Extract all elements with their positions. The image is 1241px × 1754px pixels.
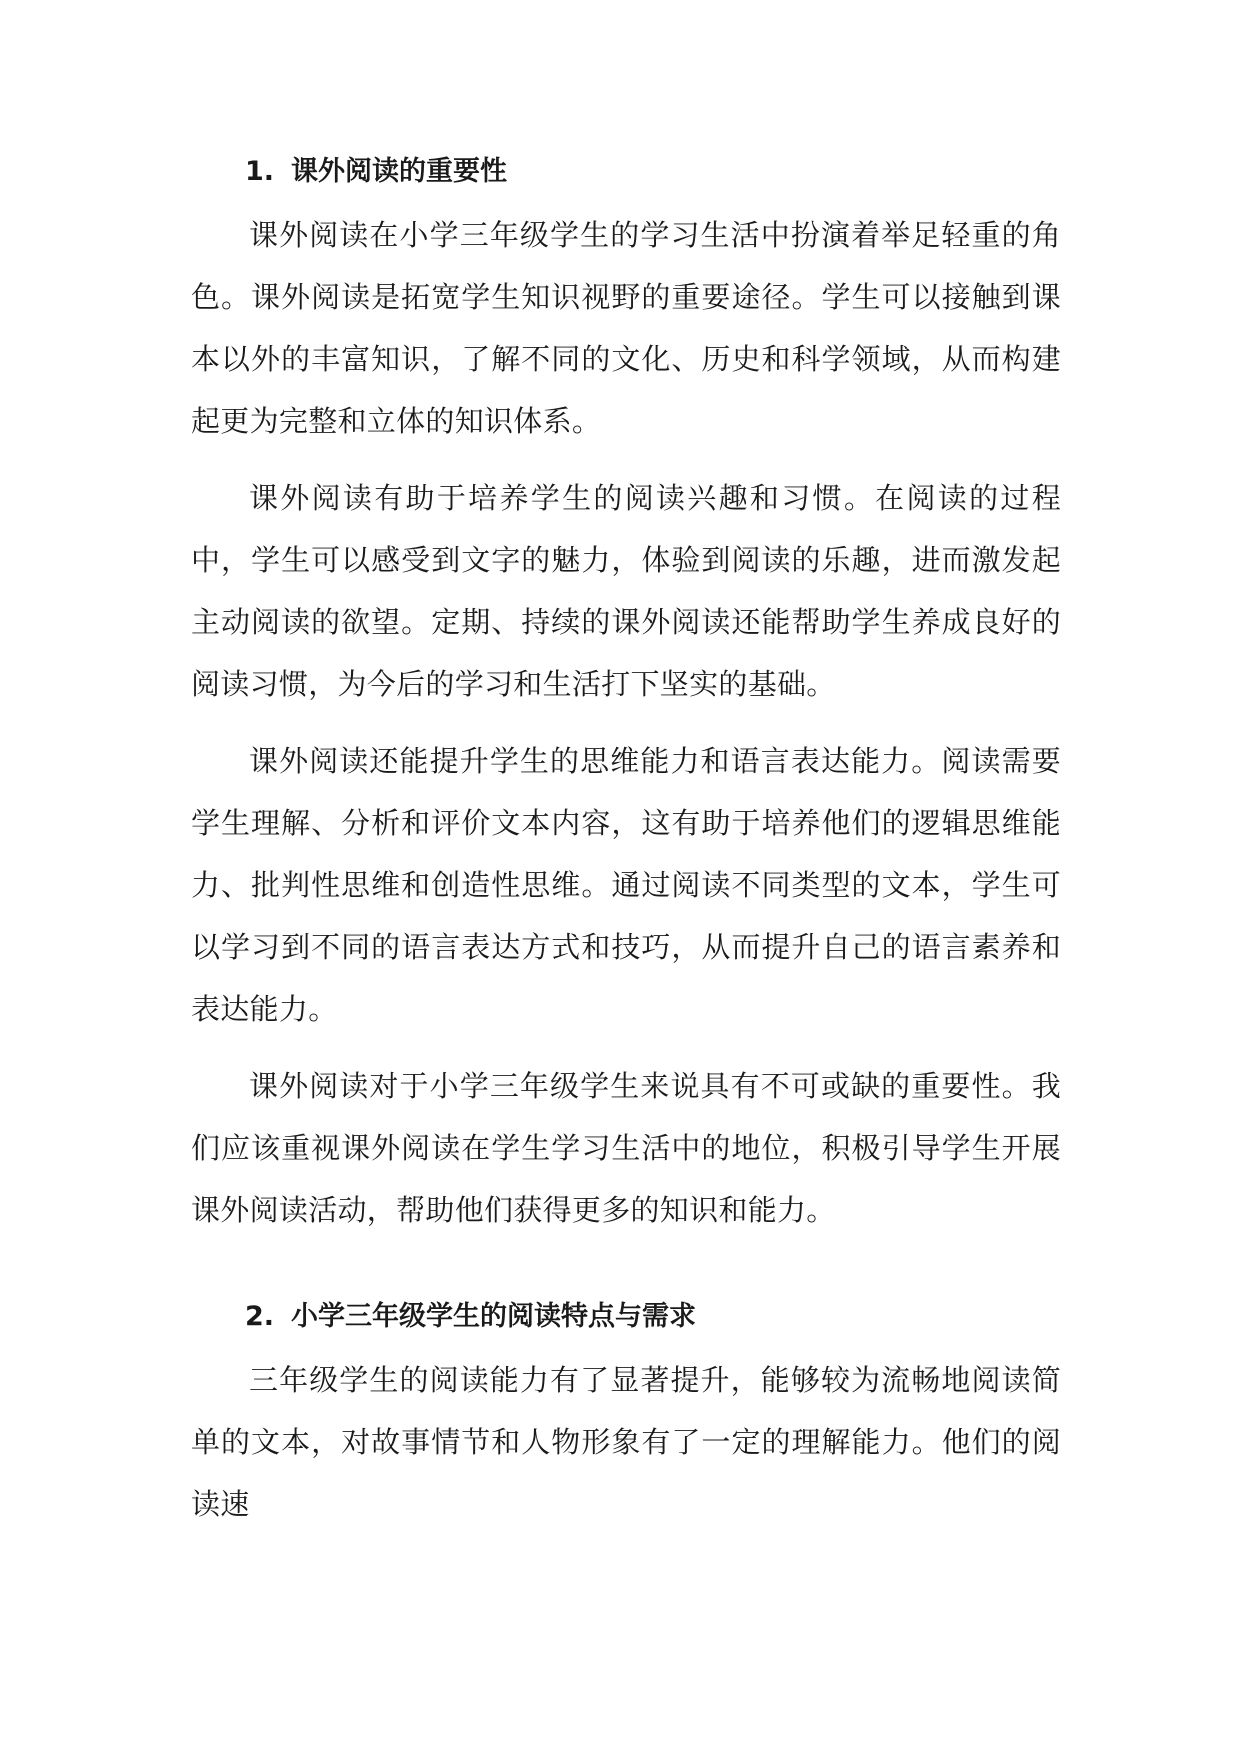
section-1-number: 1. (245, 156, 275, 187)
section-2-paragraph-1: 三年级学生的阅读能力有了显著提升，能够较为流畅地阅读简单的文本，对故事情节和人物形象有了一定的理解能力。他们的阅读速 (191, 1363, 1061, 1521)
document-body (191, 140, 1061, 1550)
section-2-title: 小学三年级学生的阅读特点与需求 (291, 1301, 696, 1332)
section-1-title: 课外阅读的重要性 (291, 156, 507, 187)
section-1-heading (191, 140, 1061, 204)
section-1-paragraph-2: 课外阅读有助于培养学生的阅读兴趣和习惯。在阅读的过程中，学生可以感受到文字的魅力，体验到阅读的乐趣，进而激发起主动阅读的欲望。定期、持续的课外阅读还能帮助学生养成良好的阅读习惯，为今后的学习和生活打下坚实的基础。 (191, 481, 1061, 701)
section-1-paragraph-3: 课外阅读还能提升学生的思维能力和语言表达能力。阅读需要学生理解、分析和评价文本内容，这有助于培养他们的逻辑思维能力、批判性思维和创造性思维。通过阅读不同类型的文本，学生可以学习到不同的语言表达方式和技巧，从而提升自己的语言素养和表达能力。 (191, 744, 1061, 1026)
section-1-paragraph-4: 课外阅读对于小学三年级学生来说具有不可或缺的重要性。我们应该重视课外阅读在学生学习生活中的地位，积极引导学生开展课外阅读活动，帮助他们获得更多的知识和能力。 (191, 1069, 1061, 1227)
section-2-heading (191, 1285, 1061, 1349)
section-1-paragraph-1: 课外阅读在小学三年级学生的学习生活中扮演着举足轻重的角色。课外阅读是拓宽学生知识视野的重要途径。学生可以接触到课本以外的丰富知识，了解不同的文化、历史和科学领域，从而构建起更为完整和立体的知识体系。 (191, 218, 1061, 438)
section-2-number: 2. (245, 1301, 275, 1332)
